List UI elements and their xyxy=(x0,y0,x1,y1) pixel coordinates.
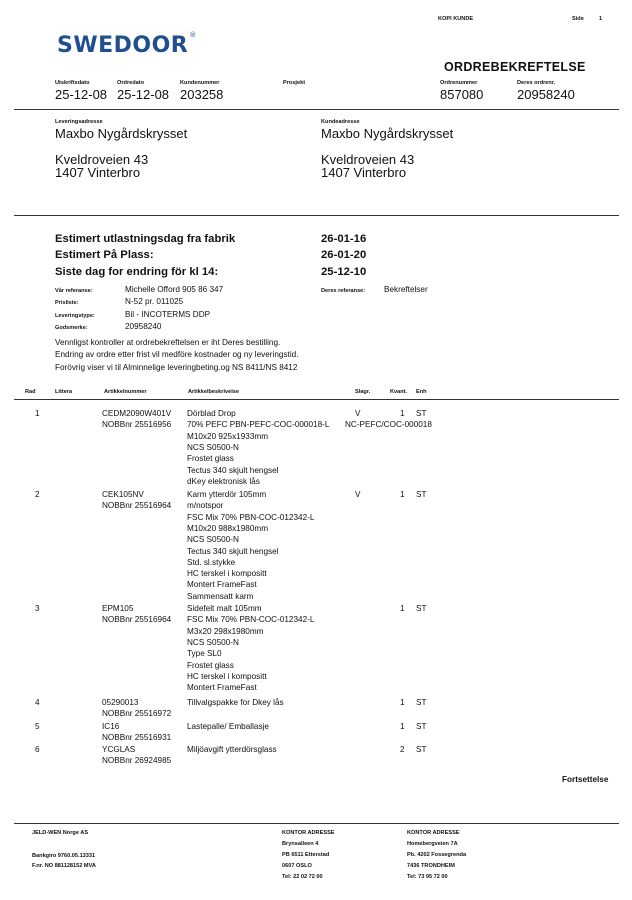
quantity: 1 xyxy=(400,490,405,499)
unit: ST xyxy=(416,490,427,499)
article-description-line: Sidefelt malt 105mm xyxy=(187,604,262,613)
pricelist-label: Prisliste: xyxy=(55,300,79,306)
row-number: 6 xyxy=(35,745,40,754)
article-description-line: Miljöavgift ytterdörsglass xyxy=(187,745,277,754)
delivery-type-label: Leveringstype: xyxy=(55,313,95,319)
delivery-name: Maxbo Nygårdskrysset xyxy=(55,126,188,141)
col-header-article-description: Artikkelbeskrivelse xyxy=(188,389,239,395)
col-header-unit: Enh xyxy=(416,389,427,395)
stock-code: V xyxy=(355,490,361,499)
footer-company: JELD-WEN Norge AS xyxy=(32,830,89,836)
goods-mark-value: 20958240 xyxy=(125,322,162,331)
delivery-street: Kveldroveien 43 xyxy=(55,152,149,167)
article-description-line: FSC Mix 70% PBN-COC-012342-L xyxy=(187,615,315,625)
estimate-arrival-value: 26-01-20 xyxy=(321,249,367,261)
estimate-loading-value: 26-01-16 xyxy=(321,233,367,245)
col-header-stock: Slagr. xyxy=(355,389,371,395)
article-description-line: HC terskel i kompositt xyxy=(187,569,267,579)
article-description-line: Tectus 340 skjult hengsel xyxy=(187,546,279,556)
page-label: Side xyxy=(572,16,584,22)
row-number: 2 xyxy=(35,490,40,499)
article-description-line: M10x20 925x1933mm xyxy=(187,431,269,441)
customer-number-label: Kundenummer xyxy=(180,80,220,86)
customer-postal: 1407 Vinterbro xyxy=(321,165,407,180)
quantity: 1 xyxy=(400,722,405,731)
our-reference-label: Vår referanse: xyxy=(55,288,93,294)
article-description-line: Tillvalgspakke for Dkey lås xyxy=(187,698,284,707)
article-description-line: m/notspor xyxy=(187,501,224,511)
article-description-line: Std. sl.stykke xyxy=(187,557,236,567)
footer-office2-line: Pb. 4202 Fossegrenda xyxy=(407,852,467,858)
unit: ST xyxy=(416,745,427,754)
customer-street: Kveldroveien 43 xyxy=(321,152,415,167)
footer-office1-line: PB 6511 Etterstad xyxy=(282,852,330,858)
estimate-arrival-label: Estimert På Plass: xyxy=(55,249,154,261)
unit: ST xyxy=(416,409,427,418)
note-line: Vennligst kontroller at ordrebekreftelsen er iht Deres bestilling. xyxy=(55,338,281,347)
footer-office1-label: KONTOR ADRESSE xyxy=(282,830,335,836)
your-reference-value: Bekreftelser xyxy=(384,285,428,294)
article-description-line: NCS S0500-N xyxy=(187,637,239,647)
article-description-line: Type SL0 xyxy=(187,649,222,659)
divider xyxy=(14,109,619,110)
order-date-value: 25-12-08 xyxy=(117,87,170,102)
customer-number-value: 203258 xyxy=(180,87,224,102)
footer-office2-label: KONTOR ADRESSE xyxy=(407,830,460,836)
page-number: 1 xyxy=(599,16,603,22)
print-date-value: 25-12-08 xyxy=(55,87,108,102)
note-line: Endring av ordre etter frist vil medföre kostnader og ny leveringstid. xyxy=(55,350,299,359)
your-order-number-value: 20958240 xyxy=(517,87,575,102)
article-number: NOBBnr 26924985 xyxy=(102,756,172,766)
article-description-line: Montert FrameFast xyxy=(187,580,257,590)
unit: ST xyxy=(416,722,427,731)
article-description-line: M10x20 988x1980mm xyxy=(187,523,269,533)
article-number: NOBBnr 25516964 xyxy=(102,615,172,625)
document-title: ORDREBEKREFTELSE xyxy=(444,60,586,74)
order-number-label: Ordrenummer xyxy=(440,80,478,86)
footer-office2-line: 7436 TRONDHEIM xyxy=(407,863,455,869)
goods-mark-label: Godsmerke: xyxy=(55,325,88,331)
col-header-quantity: Kvant. xyxy=(390,389,408,395)
delivery-type-value: Bil - INCOTERMS DDP xyxy=(125,310,211,319)
note-line: Forövrig viser vi til Alminnelige leveringbeting.og NS 8411/NS 8412 xyxy=(55,363,298,372)
article-number: NOBBnr 25516931 xyxy=(102,733,172,743)
article-number: YCGLAS xyxy=(102,745,136,754)
footer-office1-line: 0607 OSLO xyxy=(282,863,312,869)
stock-code: V xyxy=(355,409,361,418)
footer-office2-line: Homebergveien 7A xyxy=(407,841,458,847)
last-change-label: Siste dag for endring för kl 14: xyxy=(55,266,219,278)
article-number: NOBBnr 25516964 xyxy=(102,501,172,511)
article-description-line: FSC Mix 70% PBN-COC-012342-L xyxy=(187,512,315,522)
footer-bank: Bankgiro 9760.05.13331 xyxy=(32,853,96,859)
article-description-line: Lastepalle/ Emballasje xyxy=(187,722,269,731)
article-description-line: Sammensatt karm xyxy=(187,591,254,601)
article-description-line: Dörblad Drop xyxy=(187,409,236,418)
last-change-value: 25-12-10 xyxy=(321,266,367,278)
footer-office1-line: Tel: 22 02 72 00 xyxy=(282,874,323,880)
our-reference-value: Michelle Offord 905 86 347 xyxy=(125,285,224,294)
your-order-number-label: Deres ordrenr. xyxy=(517,80,556,86)
row-number: 4 xyxy=(35,698,40,707)
col-header-littera: Littera xyxy=(55,389,73,395)
article-description-line: Frostet glass xyxy=(187,454,234,464)
row-number: 3 xyxy=(35,604,40,613)
quantity: 1 xyxy=(400,409,405,418)
col-header-article-number: Artikkelnummer xyxy=(104,389,147,395)
order-date-label: Ordredato xyxy=(117,80,145,86)
row-number: 5 xyxy=(35,722,40,731)
article-description-line: 70% PEFC PBN-PEFC-COC-000018-L xyxy=(187,420,330,430)
article-description-line: Tectus 340 skjult hengsel xyxy=(187,465,279,475)
article-description-line: Montert FrameFast xyxy=(187,683,257,693)
article-description-line: Karm ytterdör 105mm xyxy=(187,490,267,499)
article-number: CEDM2090W401V xyxy=(102,409,172,418)
pricelist-value: N-52 pr. 011025 xyxy=(125,297,184,306)
delivery-address-label: Leveringsadresse xyxy=(55,119,103,125)
article-number: EPM105 xyxy=(102,604,134,613)
article-description-line: NCS S0500-N xyxy=(187,535,239,545)
order-number-value: 857080 xyxy=(440,87,484,102)
swedoor-logo xyxy=(57,33,197,58)
footer-office2-line: Tel: 73 95 72 00 xyxy=(407,874,448,880)
copy-label: KOPI KUNDE xyxy=(438,16,474,22)
your-reference-label: Deres referanse: xyxy=(321,288,366,294)
customer-address-label: Kundeadresse xyxy=(321,119,360,125)
unit: ST xyxy=(416,604,427,613)
divider xyxy=(14,399,619,400)
divider xyxy=(14,215,619,216)
article-number: IC16 xyxy=(102,722,120,731)
quantity: 2 xyxy=(400,745,405,754)
row-number: 1 xyxy=(35,409,40,418)
estimate-loading-label: Estimert utlastningsdag fra fabrik xyxy=(55,233,236,245)
logo-text: SWEDOOR xyxy=(57,33,189,58)
project-label: Prosjekt xyxy=(283,80,306,86)
article-description-line: HC terskel i kompositt xyxy=(187,671,267,681)
article-description-line: dKey elektronisk lås xyxy=(187,476,260,486)
article-number: NOBBnr 25516956 xyxy=(102,420,172,430)
continuation-label: Fortsettelse xyxy=(562,775,609,784)
divider xyxy=(14,823,619,824)
article-description-line: M3x20 298x1980mm xyxy=(187,626,264,636)
article-number: NOBBnr 25516972 xyxy=(102,709,172,719)
quantity: 1 xyxy=(400,698,405,707)
footer-orgnr: F.nr. NO 881128152 MVA xyxy=(32,863,96,869)
quantity: 1 xyxy=(400,604,405,613)
unit: ST xyxy=(416,698,427,707)
delivery-postal: 1407 Vinterbro xyxy=(55,165,141,180)
print-date-label: Utskriftsdato xyxy=(55,80,90,86)
customer-name: Maxbo Nygårdskrysset xyxy=(321,126,454,141)
logo-registered-mark: ® xyxy=(189,31,197,39)
article-description-line: Frostet glass xyxy=(187,660,234,670)
certificate-code: NC-PEFC/COC-000018 xyxy=(345,420,432,430)
article-number: CEK105NV xyxy=(102,490,144,499)
footer-office1-line: Brynsalleen 4 xyxy=(282,841,319,847)
col-header-row: Rad xyxy=(25,389,36,395)
article-description-line: NCS S0500-N xyxy=(187,442,239,452)
article-number: 05290013 xyxy=(102,698,139,707)
